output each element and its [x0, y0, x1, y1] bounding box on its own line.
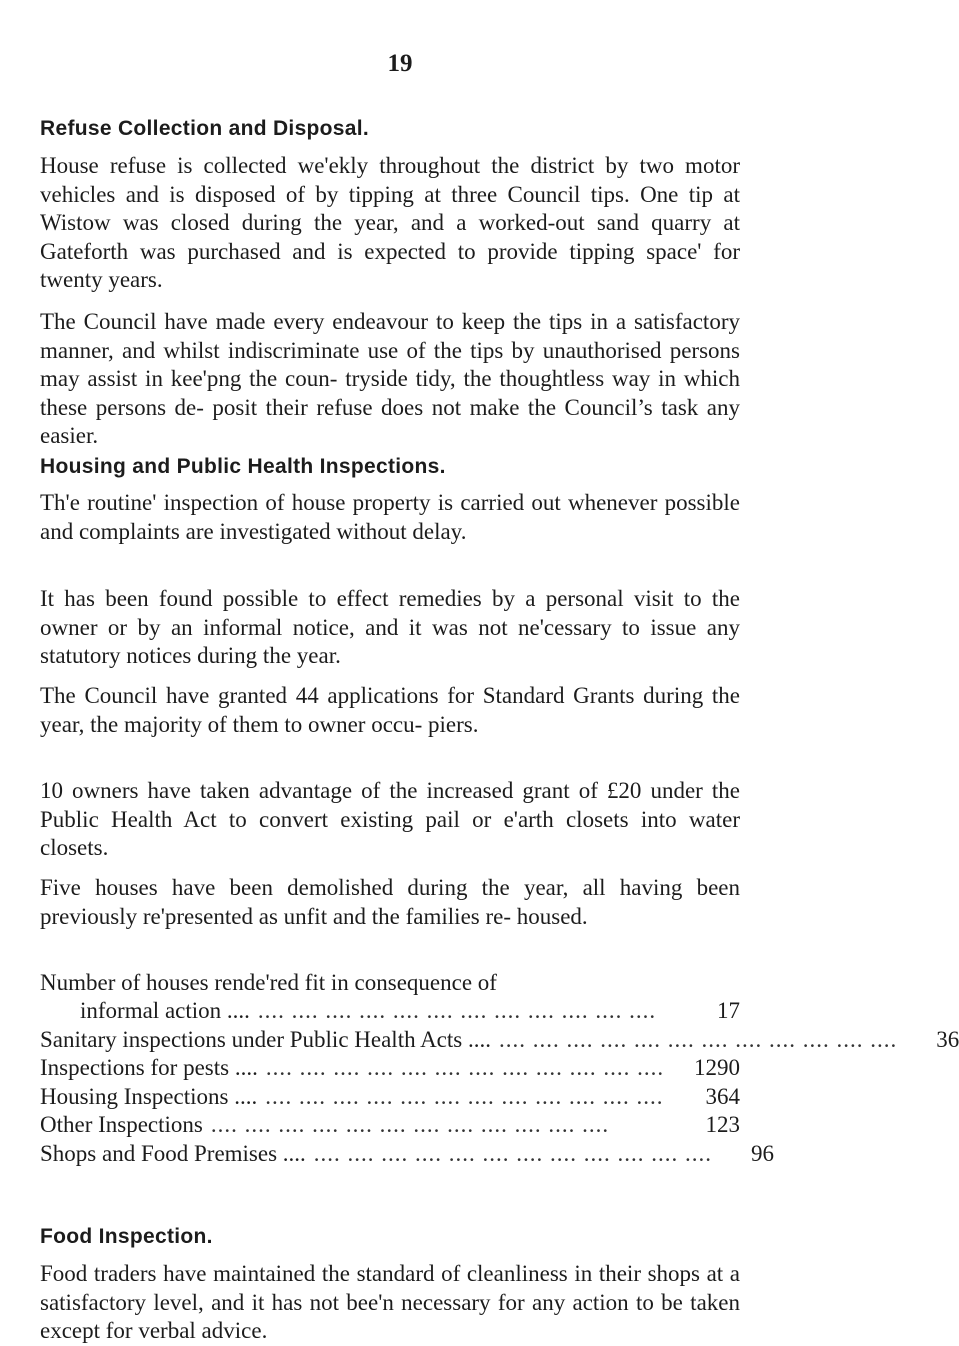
paragraph-refuse-1: House refuse is collected we'ekly throughout the district by two motor vehicles and is disposed of by tipping at three Council tips. One tip at Wistow was closed during the year, and a worked-out sand quarry at Gateforth was purchased and is expected to provide tipping space' for twenty years. [40, 153, 740, 292]
leader-dots: .... .... .... .... .... .... .... .... .... .... .... .... [257, 998, 657, 1023]
stat-label: Inspections for pests .... [40, 1055, 258, 1080]
paragraph-housing-5: Five houses have been demolished during the year, all having been previously re'presented as unfit and the families re- housed. [40, 875, 740, 929]
stat-value: 1290 [694, 1055, 740, 1080]
leader-dots: .... .... .... .... .... .... .... .... .... .... .... .... [210, 1112, 610, 1137]
heading-refuse-collection: Refuse Collection and Disposal. [40, 117, 370, 140]
paragraph-housing-3: The Council have granted 44 applications for Standard Grants during the year, the majority of them to owner occu- piers. [40, 683, 740, 737]
stat-value: 123 [705, 1112, 740, 1137]
paragraph-housing-1: Th'e routine' inspection of house property is carried out whenever possible and complaints are investigated without delay. [40, 490, 740, 544]
stat-value: 96 [751, 1140, 775, 1166]
paragraph-food-1: Food traders have maintained the standard of cleanliness in their shops at a satisfactory level, and it has not bee'n necessary for any action to be taken except for verbal advice. [40, 1261, 740, 1343]
stat-label: Sanitary inspections under Public Health Acts .... [40, 1026, 491, 1052]
stat-row [40, 1111, 740, 1140]
stat-value: 17 [717, 998, 740, 1023]
paragraph-housing-4: 10 owners have taken advantage of the increased grant of £20 under the Public Health Act to convert existing pail or e'arth closets into water closets. [40, 778, 740, 860]
stat-value: 36 [936, 1026, 959, 1052]
stat-row [40, 997, 740, 1026]
heading-housing-inspections: Housing and Public Health Inspections. [40, 455, 446, 478]
stat-label: informal action .... [80, 998, 250, 1023]
paragraph-housing-2: It has been found possible to effect remedies by a personal visit to the owner or by an informal notice, and it was not ne'cessary to issue any statutory notices during the year. [40, 586, 740, 668]
stat-label: Shops and Food Premises .... [40, 1140, 306, 1166]
stat-value: 364 [705, 1083, 740, 1109]
stat-row [40, 1054, 740, 1083]
heading-food-inspection: Food Inspection. [40, 1225, 213, 1248]
stats-intro: Number of houses rende'red fit in consequence of [40, 970, 497, 995]
page-number: 19 [387, 50, 413, 77]
leader-dots: .... .... .... .... .... .... .... .... .... .... .... .... [265, 1055, 665, 1080]
stat-row [40, 1140, 775, 1169]
stat-label: Other Inspections [40, 1112, 203, 1137]
leader-dots: .... .... .... .... .... .... .... .... .... .... .... .... [498, 1026, 898, 1052]
stat-row [40, 1083, 740, 1112]
leader-dots: .... .... .... .... .... .... .... .... .... .... .... .... [313, 1140, 713, 1166]
inspection-stats-list [40, 997, 959, 1168]
paragraph-refuse-2: The Council have made every endeavour to keep the tips in a satisfactory manner, and whilst indiscriminate use of the tips by unauthorised persons may assist in kee'png the coun- tryside tidy, the thoughtless way in which these persons de- posit their refuse does not make the Council’s task any easier. [40, 309, 740, 448]
leader-dots: .... .... .... .... .... .... .... .... .... .... .... .... [265, 1083, 664, 1109]
stat-row [40, 1026, 959, 1055]
stat-label: Housing Inspections .... [40, 1083, 258, 1109]
